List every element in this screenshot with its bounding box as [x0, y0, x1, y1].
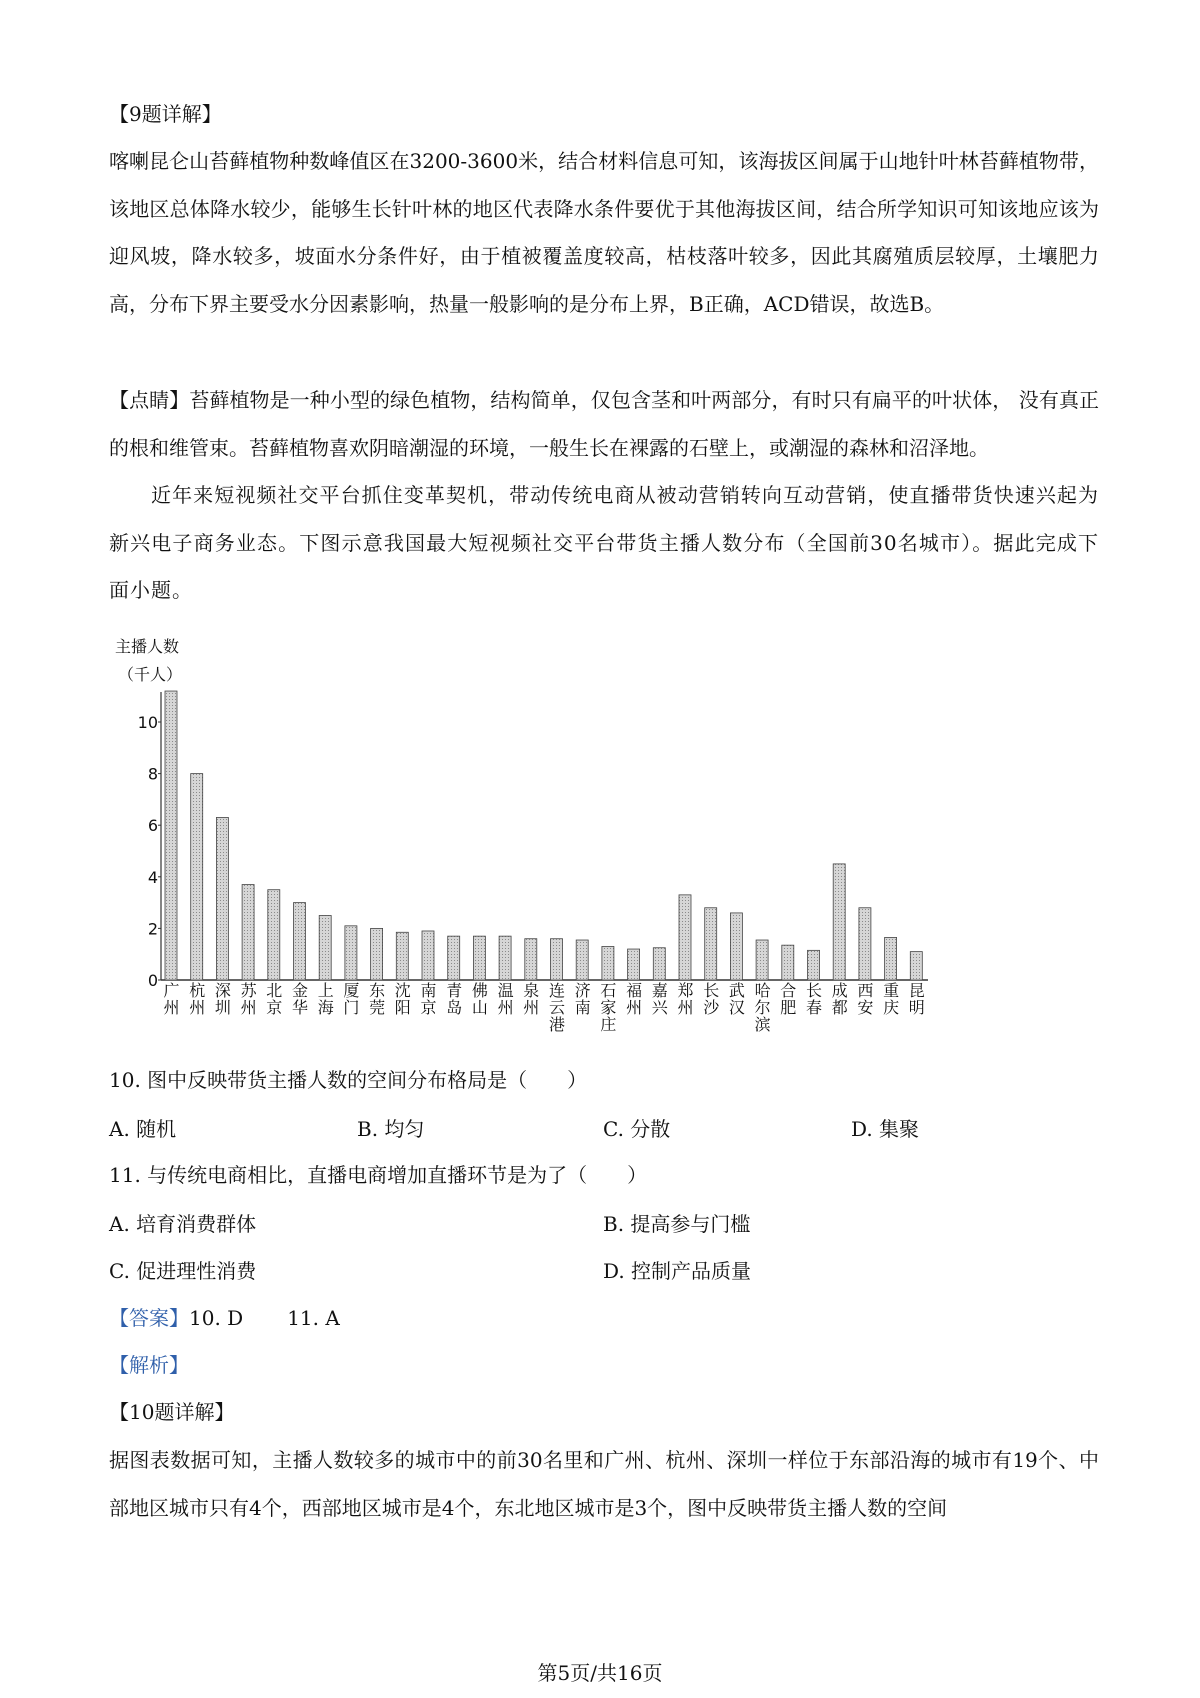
- x-category-label: 厦门: [340, 982, 360, 1016]
- q10-option-d: D. 集聚: [851, 1117, 920, 1141]
- analysis-label: 【解析】: [109, 1353, 189, 1377]
- q11-option-d: D. 控制产品质量: [603, 1259, 752, 1283]
- x-category-label: 济南: [572, 982, 592, 1016]
- x-category-label: 北京: [263, 982, 283, 1016]
- bar-济南: [576, 940, 588, 980]
- x-category-label: 西安: [854, 982, 874, 1016]
- bar-上海: [319, 916, 331, 981]
- x-category-label: 泉州: [520, 982, 540, 1016]
- y-axis-title: 主播人数: [115, 637, 180, 656]
- x-category-label: 上海: [315, 982, 335, 1016]
- bar-西安: [859, 908, 871, 980]
- y-tick-label: 8: [147, 764, 158, 784]
- bar-chart: [100, 630, 950, 1050]
- y-tick-label: 2: [147, 919, 158, 939]
- q10-option-c: C. 分散: [603, 1117, 671, 1141]
- y-tick-label: 4: [147, 867, 158, 887]
- bar-哈尔滨: [756, 940, 768, 980]
- x-category-label: 昆明: [906, 982, 926, 1016]
- bar-泉州: [525, 939, 537, 980]
- bar-温州: [499, 936, 511, 980]
- answer-10: 10. D: [189, 1306, 244, 1330]
- q10-detail-heading: 【10题详解】: [109, 1400, 235, 1424]
- x-category-label: 合肥: [777, 982, 797, 1016]
- tip-body: 苔藓植物是一种小型的绿色植物，结构简单，仅包含茎和叶两部分，有时只有扁平的叶状体， 没有真正的根和维管束。苔藓植物喜欢阴暗潮湿的环境，一般生长在裸露的石壁上，或潮湿的森林和沼泽地。: [109, 388, 1100, 460]
- bar-南京: [422, 931, 434, 980]
- q10-stem: 10. 图中反映带货主播人数的空间分布格局是（ ）: [109, 1068, 588, 1092]
- bar-重庆: [885, 937, 897, 980]
- tip-label: 【点睛】: [109, 388, 190, 412]
- x-category-label: 重庆: [880, 982, 900, 1016]
- answer-label: 【答案】: [109, 1306, 189, 1330]
- bar-长春: [808, 950, 820, 980]
- x-category-label: 郑州: [675, 982, 694, 1016]
- y-tick-label: 10: [137, 713, 158, 732]
- x-category-label: 武汉: [726, 982, 746, 1016]
- bar-杭州: [191, 774, 203, 980]
- x-category-label: 长沙: [700, 982, 720, 1016]
- q9-detail-heading: 【9题详解】: [109, 102, 222, 126]
- q9-detail-body: 喀喇昆仑山苔藓植物种数峰值区在3200-3600米，结合材料信息可知，该海拔区间属于山地针叶林苔藓植物带，该地区总体降水较少，能够生长针叶林的地区代表降水条件要优于其他海拔区间，结合所学知识可知该地应该为迎风坡，降水较多，坡面水分条件好，由于植被覆盖度较高，枯枝落叶较多，因此其腐殖质层较厚，土壤肥力高，分布下界主要受水分因素影响，热量一般影响的是分布上界，B正确，ACD错误，故选B。: [109, 149, 1099, 316]
- y-axis-unit: （千人）: [118, 665, 183, 684]
- bar-东莞: [371, 928, 383, 980]
- x-category-label: 金华: [289, 982, 309, 1016]
- x-category-label: 连云港: [546, 982, 566, 1033]
- q10-option-a: A. 随机: [109, 1117, 177, 1141]
- bar-连云港: [551, 939, 563, 980]
- x-category-label: 东莞: [366, 982, 386, 1016]
- x-category-label: 苏州: [238, 982, 258, 1016]
- x-category-label: 石家庄: [597, 982, 617, 1033]
- x-category-label: 杭州: [186, 982, 206, 1016]
- page-number: 第5页/共16页: [537, 1661, 663, 1685]
- x-category-label: 南京: [418, 982, 437, 1016]
- bar-福州: [628, 949, 640, 980]
- q11-stem: 11. 与传统电商相比，直播电商增加直播环节是为了（ ）: [109, 1163, 648, 1187]
- bar-合肥: [782, 945, 794, 980]
- q10-detail-body: 据图表数据可知，主播人数较多的城市中的前30名里和广州、杭州、深圳一样位于东部沿海的城市有19个、中部地区城市只有4个，西部地区城市是4个，东北地区城市是3个，图中反映带货主播人数的空间: [109, 1448, 1099, 1520]
- x-category-label: 哈尔滨: [752, 982, 772, 1033]
- y-tick-label: 0: [147, 971, 158, 990]
- x-category-label: 福州: [623, 982, 643, 1016]
- bar-昆明: [910, 952, 922, 980]
- bar-北京: [268, 890, 280, 980]
- x-category-label: 广州: [161, 982, 180, 1016]
- q11-option-c: C. 促进理性消费: [109, 1259, 257, 1283]
- bar-嘉兴: [653, 948, 665, 980]
- x-category-label: 温州: [495, 982, 515, 1016]
- answer-line: [109, 1295, 1099, 1343]
- bar-石家庄: [602, 946, 614, 980]
- bar-长沙: [705, 908, 717, 980]
- bar-沈阳: [396, 932, 408, 980]
- answer-11: 11. A: [287, 1306, 340, 1330]
- y-tick-label: 6: [147, 816, 158, 836]
- bar-广州: [165, 691, 177, 980]
- bar-青岛: [448, 936, 460, 980]
- bar-郑州: [679, 895, 691, 980]
- bar-厦门: [345, 926, 357, 980]
- bar-深圳: [216, 817, 228, 980]
- x-category-label: 佛山: [469, 982, 489, 1016]
- x-category-label: 成都: [829, 982, 849, 1016]
- q11-option-a: A. 培育消费群体: [109, 1212, 257, 1236]
- bar-成都: [833, 864, 845, 980]
- x-category-label: 长春: [803, 982, 823, 1016]
- bar-武汉: [730, 913, 742, 980]
- x-category-label: 青岛: [443, 982, 463, 1016]
- tip-block: [109, 377, 1099, 472]
- bar-佛山: [473, 936, 485, 980]
- bar-金华: [294, 903, 306, 980]
- bar-苏州: [242, 885, 254, 980]
- q10-option-b: B. 均匀: [357, 1117, 425, 1141]
- x-category-label: 沈阳: [392, 982, 412, 1016]
- material-paragraph: 近年来短视频社交平台抓住变革契机，带动传统电商从被动营销转向互动营销，使直播带货快速兴起为新兴电子商务业态。下图示意我国最大短视频社交平台带货主播人数分布（全国前30名城市）。据此完成下面小题。: [109, 483, 1099, 602]
- x-category-label: 嘉兴: [649, 982, 669, 1016]
- x-category-label: 深圳: [212, 982, 232, 1016]
- q11-option-b: B. 提高参与门槛: [603, 1212, 751, 1236]
